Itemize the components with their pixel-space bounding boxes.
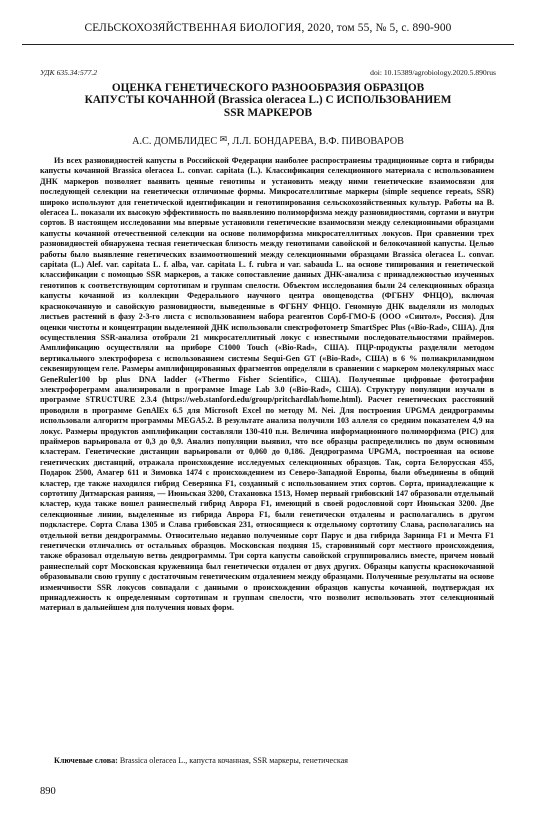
article-title: [40, 82, 496, 119]
udk-code: УДК 635.34:577.2: [40, 68, 98, 77]
abstract-text: Из всех разновидностей капусты в Российской Федерации наиболее распространены традиционные сорта и гибриды капусты кочанной Brassica oleracea L. convar. capitata (L.). Классификация селекционного материала с использованием ДНК маркеров позволяет выявить ценные генотипы и установить между ними генетические взаимосвязи для последующей селекции на генетически отличимые формы. Микросателлитные маркеры (simple sequence repeats, SSR) широко используют для генетической идентификации и генотипирования сельскохозяйственных культур. Работы на B. oleracea L. показали их высокую эффективность по выявлению полиморфизма между разновидностями, сортами и внутри сортов. В настоящем исследовании мы впервые установили генетические взаимосвязи между селекционными образцами капусты кочанной отечественной селекции на основе полиморфизма микросателлитных локусов. При сравнении трех разновидностей обнаружена тесная генетическая близость между генотипами савойской и белокочанной капусты. Целью работы было выявление генетических взаимоотношений между селекционными образцами Brassica oleracea L. convar. capitata (L.) Alef. var. capitata L. f. alba, var. capitata L. f. rubra и var. sabauda L. на основе типирования и генетической классификации с помощью SSR маркеров, а также сопоставление данных ДНК-анализа с принадлежностью изученных генотипов к соответствующим сортотипам и группам спелости. Объектом исследования были 24 селекционных образца капусты кочанной из коллекции Федерального научного центра овощеводства (ФГБНУ ФНЦО), включая краснокочанную и савойскую разновидности, выведенные в ФГБНУ ФНЦО. Геномную ДНК выделяли из молодых листьев растений в фазу 2-3-го листа с использованием набора реагентов Сорб-ГМО-Б (ООО «Синтол», Россия). Для оценки чистоты и концентрации выделенной ДНК использовали спектрофотометр SmartSpec Plus («Bio-Rad», США). Для осуществления SSR-анализа отобрали 21 микросателлитный локус с известными последовательностями праймеров. Амплификацию осуществляли на приборе C1000 Touch («Bio-Rad», США). ПЦР-продукты разделяли методом вертикального электрофореза с использованием системы Sequi-Gen GT («Bio-Rad», США) в 6 % полиакриламидном секвенирующем геле. Размеры амплифицированных фрагментов определяли в сравнении с маркером молекулярных масс GeneRuler100 bp plus DNA ladder («Thermo Fisher Scientific», США). Полученные цифровые фотографии электрофореграмм анализировали в программе Image Lab 3.0 («Bio-Rad», США). Структуру популяции изучали в программе STRUCTURE 2.3.4 (https://web.stanford.edu/group/pritchardlab/home.html). Расчет генетических расстояний проводили в программе GenAlEx 6.5 для Microsoft Excel по методу M. Nei. Для построения UPGMA дендрограммы использовали алгоритм программы MEGA5.2. В результате анализа получили 103 аллеля со средним показателем 4,9 на локус. Размеры продуктов амплификации составляли 130-410 п.н. Величина информационного полиморфизма (PIC) для праймеров варьировала от 0,3 до 0,9. Анализ популяции выявил, что все образцы распределились по двум основным кластерам. Генетические дистанции варьировали от 0,060 до 0,186. Дендрограмма UPGMA, построенная на основе генетических дистанций, отражала происхождение исследуемых селекционных образцов. Так, сорта Белорусская 455, Подарок 2500, Амагер 611 и Зимовка 1474 с происхождением из Северо-Западной Европы, были объединены в общий кластер, где также находился гибрид Северянка F1, созданный с использованием этих сортов. Сорта, принадлежащие к сортотипу Дитмарская ранняя, — Июньская 3200, Стахановка 1513, Номер первый грибовский 147 образовали отдельный кластер, куда также вошел раннеспелый гибрид Аврора F1, имеющий в своей родословной сорт Июньская 3200. Две селекционные линии, выделенные из гибрида Аврора F1, были генетически отдалены и располагались в другом подкластере. Сорта Слава 1305 и Слава грибовская 231, относящиеся к отдельному сортотипу Слава, располагались на отдельной ветви дендрограммы. Относительно недавно полученные сорт Парус и два гибрида Зарница F1 и Мечта F1 генетически отличались от остальных образцов. Московская поздняя 15, старовинный сорт местного происхождения, также образовал отдельную ветвь дендрограммы. Три сорта капусты савойской сгруппировались вместе, причем новый раннеспелый сорт Московская кружевница был генетически отдален от двух других. Образцы капусты краснокочанной образовывали свою группу с достаточным генетическим отдалением между образцами. Полученные результаты на основе изменчивости SSR локусов совпадали с данными о происхождении образцов капусты кочанной, подтверждая их принадлежность к определенным сортотипам и группам спелости, что позволит использовать этот селекционный материал в дальнейшем для получения новых форм.: [40, 156, 494, 613]
doi-link[interactable]: doi: 10.15389/agrobiology.2020.5.890rus: [370, 68, 496, 77]
journal-running-header: СЕЛЬСКОХОЗЯЙСТВЕННАЯ БИОЛОГИЯ, 2020, том 55, № 5, с. 890-900: [84, 22, 452, 34]
title-line-3: SSR МАРКЕРОВ: [223, 106, 313, 119]
corresponding-author: А.С. ДОМБЛИДЕС: [132, 136, 218, 147]
abstract: [40, 156, 494, 614]
article-meta: [40, 68, 496, 77]
author-list: [40, 134, 496, 147]
keywords-label: Ключевые слова:: [54, 756, 118, 765]
envelope-icon: ✉: [219, 134, 228, 144]
keywords: [40, 756, 494, 766]
co-authors: , Л.Л. БОНДАРЕВА, В.Ф. ПИВОВАРОВ: [227, 136, 404, 147]
title-line-2: КАПУСТЫ КОЧАННОЙ (Brassica oleracea L.) С ИСПОЛЬЗОВАНИЕМ: [84, 94, 452, 107]
header-rule: [22, 44, 514, 45]
keywords-text: Brassica oleracea L., капуста кочанная, SSR маркеры, генетическая: [117, 756, 349, 765]
page-number: 890: [40, 786, 56, 797]
title-line-1: ОЦЕНКА ГЕНЕТИЧЕСКОГО РАЗНООБРАЗИЯ ОБРАЗЦОВ: [111, 82, 425, 94]
